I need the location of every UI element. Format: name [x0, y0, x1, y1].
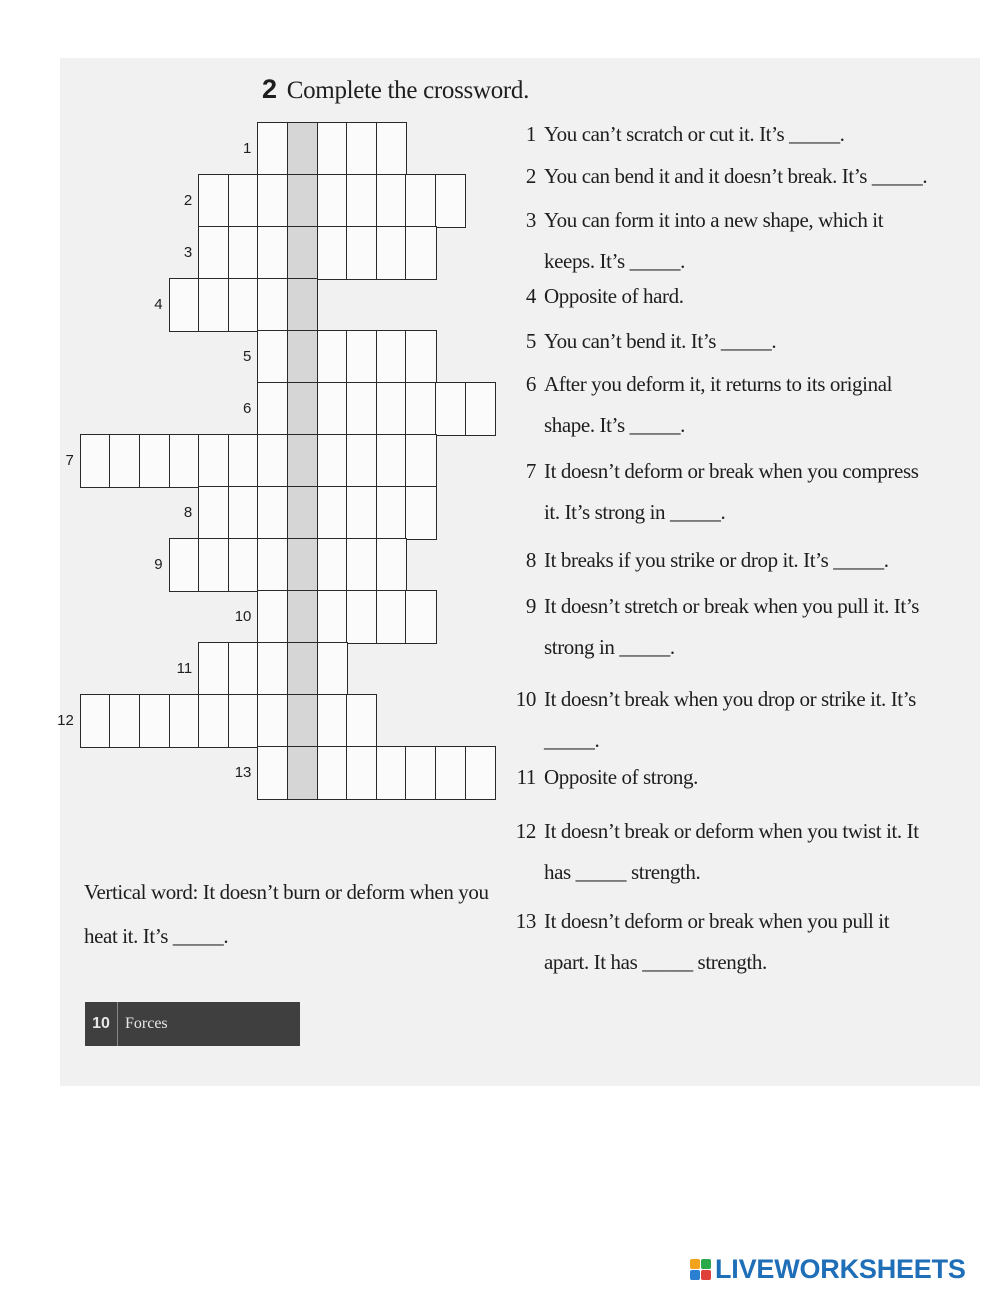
clue-text-continued: shape. It’s _____.	[544, 413, 685, 437]
clue-text: You can’t scratch or cut it. It’s _____.	[544, 122, 845, 146]
clue-number: 11	[516, 765, 536, 789]
clue-number: 9	[525, 594, 536, 618]
exercise-title	[262, 74, 529, 105]
vertical-word-clue: Vertical word: It doesn’t burn or deform when you heat it. It’s _____.	[84, 880, 489, 948]
clue-text: You can form it into a new shape, which it	[544, 208, 884, 232]
row-number: 2	[183, 192, 193, 209]
clue-number: 10	[515, 687, 536, 711]
clue-text-continued: _____.	[544, 728, 600, 752]
clue-text: Opposite of strong.	[544, 765, 698, 789]
clue-number: 13	[515, 909, 536, 933]
clue-text: It doesn’t stretch or break when you pull it. It’s	[544, 594, 920, 618]
clue-text-continued: has _____ strength.	[544, 860, 701, 884]
row-number: 10	[234, 608, 252, 625]
clue-number: 1	[525, 122, 536, 146]
page-number: 10	[85, 1002, 118, 1046]
clue-number: 8	[525, 548, 536, 572]
row-number: 12	[57, 712, 74, 729]
row-number: 7	[65, 452, 74, 469]
brand-square	[690, 1270, 700, 1280]
row-number: 5	[243, 348, 252, 365]
row-number: 1	[243, 140, 252, 157]
clue-text: It doesn’t break or deform when you twist it. It	[544, 819, 919, 843]
clue-text-continued: keeps. It’s _____.	[544, 249, 685, 273]
row-number: 13	[234, 764, 252, 781]
clue-text: It doesn’t break when you drop or strike it. It’s	[544, 687, 916, 711]
row-number: 4	[154, 296, 163, 313]
clue-number: 2	[525, 164, 536, 188]
row-number: 8	[183, 504, 193, 521]
exercise-number: 2	[262, 74, 277, 104]
clue-text: It doesn’t deform or break when you compress	[544, 459, 919, 483]
clue-text: After you deform it, it returns to its original	[544, 372, 893, 396]
row-number: 6	[243, 400, 252, 417]
brand-name: LIVEWORKSHEETS	[715, 1253, 966, 1284]
clue-text: It breaks if you strike or drop it. It’s _____.	[544, 548, 889, 572]
brand-square	[701, 1259, 711, 1269]
clue-text-continued: strong in _____.	[544, 635, 675, 659]
brand-square	[690, 1259, 700, 1269]
clue-text: You can bend it and it doesn’t break. It’s _____.	[544, 164, 928, 188]
clue-number: 5	[525, 329, 536, 353]
page-footer	[85, 1002, 300, 1046]
clue-text-continued: it. It’s strong in _____.	[544, 500, 726, 524]
clue-number: 3	[525, 208, 536, 232]
row-number: 11	[176, 660, 193, 677]
clue-text-continued: apart. It has _____ strength.	[544, 950, 767, 974]
brand-square	[701, 1270, 711, 1280]
row-number: 3	[183, 244, 193, 261]
clue-number: 4	[525, 284, 536, 308]
clue-text: Opposite of hard.	[544, 284, 684, 308]
section-name: Forces	[125, 1015, 168, 1032]
brand-squares-icon	[690, 1259, 711, 1280]
liveworksheets-logo	[690, 1252, 966, 1286]
exercise-instruction: Complete the crossword.	[286, 77, 530, 104]
row-number: 9	[154, 556, 163, 573]
clue-number: 6	[525, 372, 536, 396]
clue-text: You can’t bend it. It’s _____.	[544, 329, 777, 353]
clue-number: 7	[525, 459, 536, 483]
clue-number: 12	[515, 819, 536, 843]
clue-text: It doesn’t deform or break when you pull it	[544, 909, 890, 933]
